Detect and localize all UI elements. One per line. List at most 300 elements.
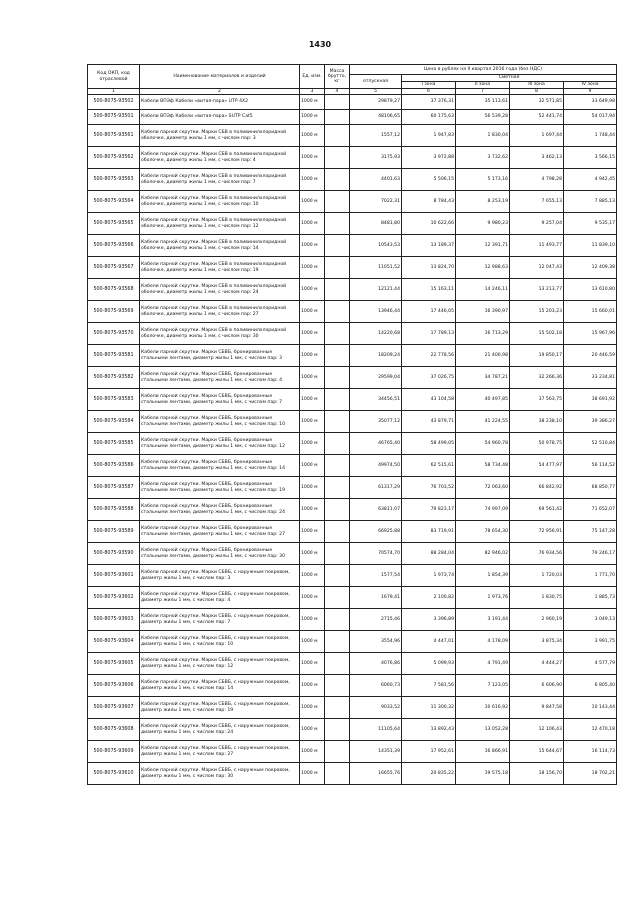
price-zone-4: 12 409,38 <box>564 257 617 279</box>
price-zone-4: 33 234,81 <box>564 367 617 389</box>
release-price: 63811,07 <box>350 499 402 521</box>
unit-of-measure: 1000 м <box>300 125 325 147</box>
table-row <box>88 521 617 543</box>
price-zone-2: 1 830,04 <box>456 125 510 147</box>
header-zone-1: I зона <box>402 82 456 89</box>
gross-mass <box>325 697 350 719</box>
price-zone-3: 76 934,56 <box>510 543 564 565</box>
price-zone-4: 11 839,10 <box>564 235 617 257</box>
column-number: 2 <box>140 89 300 95</box>
product-name: Кабели парной скрутки. Марки СБВБ, бронированные стальными лентами, диаметр жилы 1 мм, с числом пар: 12 <box>140 433 300 455</box>
price-zone-3: 1 830,75 <box>510 587 564 609</box>
release-price: 49974,50 <box>350 455 402 477</box>
price-zone-4: 13 610,80 <box>564 279 617 301</box>
price-zone-3: 37 563,75 <box>510 389 564 411</box>
price-zone-1: 7 581,56 <box>402 675 456 697</box>
price-zone-1: 13 824,70 <box>402 257 456 279</box>
gross-mass <box>325 653 350 675</box>
release-price: 29879,27 <box>350 95 402 110</box>
gross-mass <box>325 235 350 257</box>
product-code: 500-8075-93563 <box>88 169 140 191</box>
release-price: 10543,53 <box>350 235 402 257</box>
price-zone-3: 69 561,42 <box>510 499 564 521</box>
product-name: Кабели парной скрутки. Марки СБВБ, с наружным покровом, диаметр жилы 1 мм, с числом пар: 27 <box>140 741 300 763</box>
table-row <box>88 587 617 609</box>
product-name: Кабели парной скрутки. Марки СБВ в поливинилхлоридной оболочке, диаметр жилы 1 мм, с числом пар: 4 <box>140 147 300 169</box>
gross-mass <box>325 763 350 785</box>
column-number: 7 <box>456 89 510 95</box>
column-number: 6 <box>402 89 456 95</box>
product-name: Кабели парной скрутки. Марки СБВ в поливинилхлоридной оболочке, диаметр жилы 1 мм, с числом пар: 24 <box>140 279 300 301</box>
price-zone-1: 76 703,52 <box>402 477 456 499</box>
price-zone-2: 7 123,05 <box>456 675 510 697</box>
release-price: 48106,65 <box>350 110 402 125</box>
table-row <box>88 147 617 169</box>
unit-of-measure: 1000 м <box>300 345 325 367</box>
header-unit: Ед. изм. <box>300 65 325 89</box>
table-row <box>88 697 617 719</box>
release-price: 7022,31 <box>350 191 402 213</box>
product-name: Кабели парной скрутки. Марки СБВ в поливинилхлоридной оболочке, диаметр жилы 1 мм, с числом пар: 14 <box>140 235 300 257</box>
product-code: 500-8075-93608 <box>88 719 140 741</box>
page-number: 1430 <box>308 40 332 49</box>
unit-of-measure: 1000 м <box>300 257 325 279</box>
unit-of-measure: 1000 м <box>300 477 325 499</box>
product-code: 500-8075-93585 <box>88 433 140 455</box>
release-price: 66925,88 <box>350 521 402 543</box>
unit-of-measure: 1000 м <box>300 213 325 235</box>
release-price: 8481,80 <box>350 213 402 235</box>
release-price: 18209,24 <box>350 345 402 367</box>
price-zone-3: 54 477,97 <box>510 455 564 477</box>
price-zone-2: 12 391,71 <box>456 235 510 257</box>
table-row <box>88 477 617 499</box>
product-code: 500-8075-93562 <box>88 147 140 169</box>
unit-of-measure: 1000 м <box>300 521 325 543</box>
price-zone-3: 1 697,44 <box>510 125 564 147</box>
product-name: Кабели парной скрутки. Марки СБВБ, бронированные стальными лентами, диаметр жилы 1 мм, с числом пар: 30 <box>140 543 300 565</box>
product-code: 500-8075-93601 <box>88 565 140 587</box>
price-zone-3: 52 441,74 <box>510 110 564 125</box>
product-code: 500-8075-93583 <box>88 389 140 411</box>
column-number: 1 <box>88 89 140 95</box>
table-row <box>88 345 617 367</box>
release-price: 13946,44 <box>350 301 402 323</box>
price-zone-2: 12 988,63 <box>456 257 510 279</box>
price-zone-2: 58 734,48 <box>456 455 510 477</box>
column-number: 8 <box>510 89 564 95</box>
unit-of-measure: 1000 м <box>300 367 325 389</box>
gross-mass <box>325 609 350 631</box>
price-zone-1: 5 099,93 <box>402 653 456 675</box>
price-zone-3: 1 720,03 <box>510 565 564 587</box>
price-zone-4: 4 942,45 <box>564 169 617 191</box>
unit-of-measure: 1000 м <box>300 95 325 110</box>
release-price: 2715,46 <box>350 609 402 631</box>
release-price: 11051,52 <box>350 257 402 279</box>
price-zone-2: 41 224,55 <box>456 411 510 433</box>
unit-of-measure: 1000 м <box>300 411 325 433</box>
price-zone-3: 12 106,43 <box>510 719 564 741</box>
release-price: 9033,52 <box>350 697 402 719</box>
unit-of-measure: 1000 м <box>300 675 325 697</box>
table-row <box>88 95 617 110</box>
release-price: 11105,64 <box>350 719 402 741</box>
release-price: 34456,51 <box>350 389 402 411</box>
gross-mass <box>325 719 350 741</box>
table-row <box>88 125 617 147</box>
product-code: 500-8075-93581 <box>88 345 140 367</box>
product-name: Кабели парной скрутки. Марки СБВБ, бронированные стальными лентами, диаметр жилы 1 мм, с числом пар: 3 <box>140 345 300 367</box>
price-zone-3: 3 875,34 <box>510 631 564 653</box>
release-price: 6060,73 <box>350 675 402 697</box>
price-zone-1: 17 789,13 <box>402 323 456 345</box>
price-zone-4: 1 885,73 <box>564 587 617 609</box>
price-zone-2: 9 980,23 <box>456 213 510 235</box>
price-zone-3: 15 203,23 <box>510 301 564 323</box>
price-zone-3: 72 956,91 <box>510 521 564 543</box>
table-row <box>88 653 617 675</box>
table-row <box>88 741 617 763</box>
table-row <box>88 411 617 433</box>
release-price: 1679,41 <box>350 587 402 609</box>
price-zone-3: 3 462,13 <box>510 147 564 169</box>
release-price: 35077,12 <box>350 411 402 433</box>
price-zone-1: 8 784,43 <box>402 191 456 213</box>
price-zone-1: 79 823,17 <box>402 499 456 521</box>
release-price: 12121,44 <box>350 279 402 301</box>
release-price: 29599,04 <box>350 367 402 389</box>
price-zone-4: 71 652,07 <box>564 499 617 521</box>
price-zone-4: 3 049,13 <box>564 609 617 631</box>
gross-mass <box>325 565 350 587</box>
price-zone-3: 9 257,04 <box>510 213 564 235</box>
price-zone-1: 62 515,61 <box>402 455 456 477</box>
unit-of-measure: 1000 м <box>300 110 325 125</box>
price-zone-3: 15 644,67 <box>510 741 564 763</box>
price-zone-2: 3 732,62 <box>456 147 510 169</box>
price-zone-4: 7 885,13 <box>564 191 617 213</box>
product-name: Кабели парной скрутки. Марки СБВБ, с наружным покровом, диаметр жилы 1 мм, с числом пар: 4 <box>140 587 300 609</box>
price-zone-2: 4 178,09 <box>456 631 510 653</box>
price-zone-1: 37 026,75 <box>402 367 456 389</box>
product-code: 500-8075-93582 <box>88 367 140 389</box>
header-release-price: отпускная <box>350 75 402 89</box>
product-name: Кабели парной скрутки. Марки СБВБ, с наружным покровом, диаметр жилы 1 мм, с числом пар: 10 <box>140 631 300 653</box>
price-table <box>87 64 617 785</box>
product-name: Кабели парной скрутки. Марки СБВБ, бронированные стальными лентами, диаметр жилы 1 мм, с числом пар: 14 <box>140 455 300 477</box>
gross-mass <box>325 191 350 213</box>
price-zone-1: 43 104,58 <box>402 389 456 411</box>
unit-of-measure: 1000 м <box>300 323 325 345</box>
price-zone-1: 10 622,66 <box>402 213 456 235</box>
gross-mass <box>325 389 350 411</box>
price-zone-4: 10 143,44 <box>564 697 617 719</box>
price-zone-1: 5 506,15 <box>402 169 456 191</box>
price-zone-2: 21 400,98 <box>456 345 510 367</box>
release-price: 1577,54 <box>350 565 402 587</box>
table-row <box>88 213 617 235</box>
product-name: Кабели парной скрутки. Марки СБВБ, с наружным покровом, диаметр жилы 1 мм, с числом пар: 24 <box>140 719 300 741</box>
gross-mass <box>325 411 350 433</box>
price-zone-2: 35 113,61 <box>456 95 510 110</box>
column-number: 4 <box>325 89 350 95</box>
table-row <box>88 301 617 323</box>
price-zone-3: 18 156,70 <box>510 763 564 785</box>
price-zone-4: 75 147,28 <box>564 521 617 543</box>
header-zone-2: II зона <box>456 82 510 89</box>
release-price: 14351,39 <box>350 741 402 763</box>
price-zone-2: 1 854,39 <box>456 565 510 587</box>
table-body <box>88 89 617 785</box>
unit-of-measure: 1000 м <box>300 499 325 521</box>
product-code: 500-8075-93502 <box>88 95 140 110</box>
price-zone-4: 6 805,40 <box>564 675 617 697</box>
product-name: Кабели парной скрутки. Марки СБВБ, с наружным покровом, диаметр жилы 1 мм, с числом пар: 3 <box>140 565 300 587</box>
unit-of-measure: 1000 м <box>300 719 325 741</box>
product-name: Кабели парной скрутки. Марки СБВБ, бронированные стальными лентами, диаметр жилы 1 мм, с числом пар: 7 <box>140 389 300 411</box>
price-zone-1: 58 499,05 <box>402 433 456 455</box>
price-zone-4: 18 702,21 <box>564 763 617 785</box>
product-code: 500-8075-93610 <box>88 763 140 785</box>
unit-of-measure: 1000 м <box>300 741 325 763</box>
price-zone-4: 9 535,17 <box>564 213 617 235</box>
product-code: 500-8075-93590 <box>88 543 140 565</box>
product-code: 500-8075-93564 <box>88 191 140 213</box>
price-zone-4: 52 510,84 <box>564 433 617 455</box>
release-price: 4401,63 <box>350 169 402 191</box>
table-row <box>88 367 617 389</box>
price-zone-2: 34 787,21 <box>456 367 510 389</box>
header-code: Код ОКП, код отраслевой <box>88 65 140 89</box>
price-zone-1: 60 175,63 <box>402 110 456 125</box>
gross-mass <box>325 95 350 110</box>
product-code: 500-8075-93603 <box>88 609 140 631</box>
product-name: Кабели парной скрутки. Марки СБВБ, бронированные стальными лентами, диаметр жилы 1 мм, с числом пар: 4 <box>140 367 300 389</box>
price-zone-3: 32 571,85 <box>510 95 564 110</box>
price-zone-1: 3 972,88 <box>402 147 456 169</box>
unit-of-measure: 1000 м <box>300 279 325 301</box>
price-zone-3: 32 266,36 <box>510 367 564 389</box>
table-row <box>88 763 617 785</box>
price-zone-4: 33 649,98 <box>564 95 617 110</box>
release-price: 3554,96 <box>350 631 402 653</box>
product-name: Кабели парной скрутки. Марки СБВ в поливинилхлоридной оболочке, диаметр жилы 1 мм, с числом пар: 3 <box>140 125 300 147</box>
gross-mass <box>325 257 350 279</box>
product-name: Кабели парной скрутки. Марки СБВ в поливинилхлоридной оболочке, диаметр жилы 1 мм, с числом пар: 19 <box>140 257 300 279</box>
table-row <box>88 631 617 653</box>
price-zone-4: 3 566,15 <box>564 147 617 169</box>
product-code: 500-8075-93569 <box>88 301 140 323</box>
product-name: Кабели ВПЭф Кабели «витая-пара» SUTP Cat5 <box>140 110 300 125</box>
price-zone-4: 56 114,52 <box>564 455 617 477</box>
product-code: 500-8075-93602 <box>88 587 140 609</box>
release-price: 3175,93 <box>350 147 402 169</box>
price-zone-2: 5 173,16 <box>456 169 510 191</box>
table-row <box>88 543 617 565</box>
price-zone-1: 15 163,11 <box>402 279 456 301</box>
price-zone-3: 7 655,13 <box>510 191 564 213</box>
price-zone-2: 74 997,09 <box>456 499 510 521</box>
price-zone-3: 6 606,90 <box>510 675 564 697</box>
product-code: 500-8075-93567 <box>88 257 140 279</box>
price-zone-1: 13 892,43 <box>402 719 456 741</box>
price-zone-1: 17 952,61 <box>402 741 456 763</box>
release-price: 70574,70 <box>350 543 402 565</box>
product-name: Кабели парной скрутки. Марки СБВ в поливинилхлоридной оболочке, диаметр жилы 1 мм, с числом пар: 27 <box>140 301 300 323</box>
price-zone-1: 3 396,89 <box>402 609 456 631</box>
gross-mass <box>325 521 350 543</box>
product-name: Кабели парной скрутки. Марки СБВБ, бронированные стальными лентами, диаметр жилы 1 мм, с числом пар: 27 <box>140 521 300 543</box>
product-code: 500-8075-93607 <box>88 697 140 719</box>
unit-of-measure: 1000 м <box>300 301 325 323</box>
unit-of-measure: 1000 м <box>300 543 325 565</box>
product-code: 500-8075-93561 <box>88 125 140 147</box>
product-name: Кабели парной скрутки. Марки СБВБ, с наружным покровом, диаметр жилы 1 мм, с числом пар: 19 <box>140 697 300 719</box>
unit-of-measure: 1000 м <box>300 763 325 785</box>
gross-mass <box>325 345 350 367</box>
unit-of-measure: 1000 м <box>300 191 325 213</box>
price-zone-2: 1 973,76 <box>456 587 510 609</box>
price-zone-3: 4 444,27 <box>510 653 564 675</box>
table-row <box>88 565 617 587</box>
price-zone-1: 4 447,01 <box>402 631 456 653</box>
price-zone-3: 11 493,77 <box>510 235 564 257</box>
price-zone-1: 22 778,56 <box>402 345 456 367</box>
price-zone-3: 9 847,58 <box>510 697 564 719</box>
table-row <box>88 257 617 279</box>
product-code: 500-8075-93566 <box>88 235 140 257</box>
unit-of-measure: 1000 м <box>300 455 325 477</box>
price-zone-4: 3 991,75 <box>564 631 617 653</box>
price-zone-4: 1 748,44 <box>564 125 617 147</box>
gross-mass <box>325 477 350 499</box>
price-zone-2: 16 390,97 <box>456 301 510 323</box>
price-zone-3: 4 798,28 <box>510 169 564 191</box>
unit-of-measure: 1000 м <box>300 433 325 455</box>
price-zone-1: 2 100,82 <box>402 587 456 609</box>
gross-mass <box>325 631 350 653</box>
gross-mass <box>325 125 350 147</box>
unit-of-measure: 1000 м <box>300 169 325 191</box>
price-zone-4: 1 771,70 <box>564 565 617 587</box>
price-zone-2: 78 654,30 <box>456 521 510 543</box>
product-name: Кабели парной скрутки. Марки СБВБ, бронированные стальными лентами, диаметр жилы 1 мм, с числом пар: 19 <box>140 477 300 499</box>
product-name: Кабели ВПЭф Кабели «витая-пара» UTP 4Х2 <box>140 95 300 110</box>
product-code: 500-8075-93588 <box>88 499 140 521</box>
price-zone-4: 15 660,01 <box>564 301 617 323</box>
table-row <box>88 719 617 741</box>
product-code: 500-8075-93584 <box>88 411 140 433</box>
unit-of-measure: 1000 м <box>300 631 325 653</box>
unit-of-measure: 1000 м <box>300 653 325 675</box>
price-zone-3: 19 850,17 <box>510 345 564 367</box>
price-zone-3: 66 842,92 <box>510 477 564 499</box>
release-price: 14220,68 <box>350 323 402 345</box>
price-zone-3: 2 960,19 <box>510 609 564 631</box>
table-row <box>88 499 617 521</box>
price-zone-4: 20 446,59 <box>564 345 617 367</box>
column-number: 3 <box>300 89 325 95</box>
price-zone-2: 14 246,11 <box>456 279 510 301</box>
gross-mass <box>325 367 350 389</box>
gross-mass <box>325 147 350 169</box>
price-zone-2: 54 960,78 <box>456 433 510 455</box>
table-row <box>88 110 617 125</box>
product-name: Кабели парной скрутки. Марки СБВБ, с наружным покровом, диаметр жилы 1 мм, с числом пар: 12 <box>140 653 300 675</box>
header-name: Наименование материалов и изделий <box>140 65 300 89</box>
table-row <box>88 455 617 477</box>
price-zone-4: 38 691,92 <box>564 389 617 411</box>
price-zone-3: 15 502,18 <box>510 323 564 345</box>
product-name: Кабели парной скрутки. Марки СБВБ, с наружным покровом, диаметр жилы 1 мм, с числом пар: 14 <box>140 675 300 697</box>
release-price: 4076,86 <box>350 653 402 675</box>
gross-mass <box>325 301 350 323</box>
gross-mass <box>325 499 350 521</box>
price-zone-2: 40 497,85 <box>456 389 510 411</box>
release-price: 46765,40 <box>350 433 402 455</box>
table-row <box>88 433 617 455</box>
gross-mass <box>325 543 350 565</box>
product-name: Кабели парной скрутки. Марки СБВ в поливинилхлоридной оболочке, диаметр жилы 1 мм, с числом пар: 7 <box>140 169 300 191</box>
gross-mass <box>325 587 350 609</box>
price-zone-2: 10 616,92 <box>456 697 510 719</box>
price-zone-2: 8 253,19 <box>456 191 510 213</box>
table-row <box>88 389 617 411</box>
gross-mass <box>325 675 350 697</box>
price-zone-4: 16 114,73 <box>564 741 617 763</box>
table-row <box>88 675 617 697</box>
price-zone-4: 12 470,18 <box>564 719 617 741</box>
gross-mass <box>325 741 350 763</box>
gross-mass <box>325 323 350 345</box>
price-zone-3: 13 213,77 <box>510 279 564 301</box>
column-number: 9 <box>564 89 617 95</box>
product-code: 500-8075-93606 <box>88 675 140 697</box>
price-zone-4: 4 577,79 <box>564 653 617 675</box>
price-zone-4: 39 386,27 <box>564 411 617 433</box>
price-zone-1: 37 376,31 <box>402 95 456 110</box>
product-name: Кабели парной скрутки. Марки СБВБ, с наружным покровом, диаметр жилы 1 мм, с числом пар: 30 <box>140 763 300 785</box>
gross-mass <box>325 433 350 455</box>
table-row <box>88 169 617 191</box>
product-code: 500-8075-93570 <box>88 323 140 345</box>
product-code: 500-8075-93568 <box>88 279 140 301</box>
product-code: 500-8075-93604 <box>88 631 140 653</box>
unit-of-measure: 1000 м <box>300 609 325 631</box>
price-zone-1: 17 446,05 <box>402 301 456 323</box>
unit-of-measure: 1000 м <box>300 147 325 169</box>
product-name: Кабели парной скрутки. Марки СБВБ, с наружным покровом, диаметр жилы 1 мм, с числом пар: 7 <box>140 609 300 631</box>
product-code: 500-8075-93586 <box>88 455 140 477</box>
price-zone-3: 38 238,10 <box>510 411 564 433</box>
column-number: 5 <box>350 89 402 95</box>
price-zone-4: 54 017,94 <box>564 110 617 125</box>
gross-mass <box>325 455 350 477</box>
price-zone-1: 1 973,74 <box>402 565 456 587</box>
unit-of-measure: 1000 м <box>300 235 325 257</box>
product-name: Кабели парной скрутки. Марки СБВ в поливинилхлоридной оболочке, диаметр жилы 1 мм, с числом пар: 30 <box>140 323 300 345</box>
price-zone-4: 15 967,96 <box>564 323 617 345</box>
product-code: 500-8075-93589 <box>88 521 140 543</box>
price-zone-2: 16 713,29 <box>456 323 510 345</box>
unit-of-measure: 1000 м <box>300 697 325 719</box>
product-code: 500-8075-93501 <box>88 110 140 125</box>
release-price: 61317,29 <box>350 477 402 499</box>
price-zone-1: 83 719,91 <box>402 521 456 543</box>
price-zone-1: 1 947,83 <box>402 125 456 147</box>
price-zone-1: 20 835,22 <box>402 763 456 785</box>
